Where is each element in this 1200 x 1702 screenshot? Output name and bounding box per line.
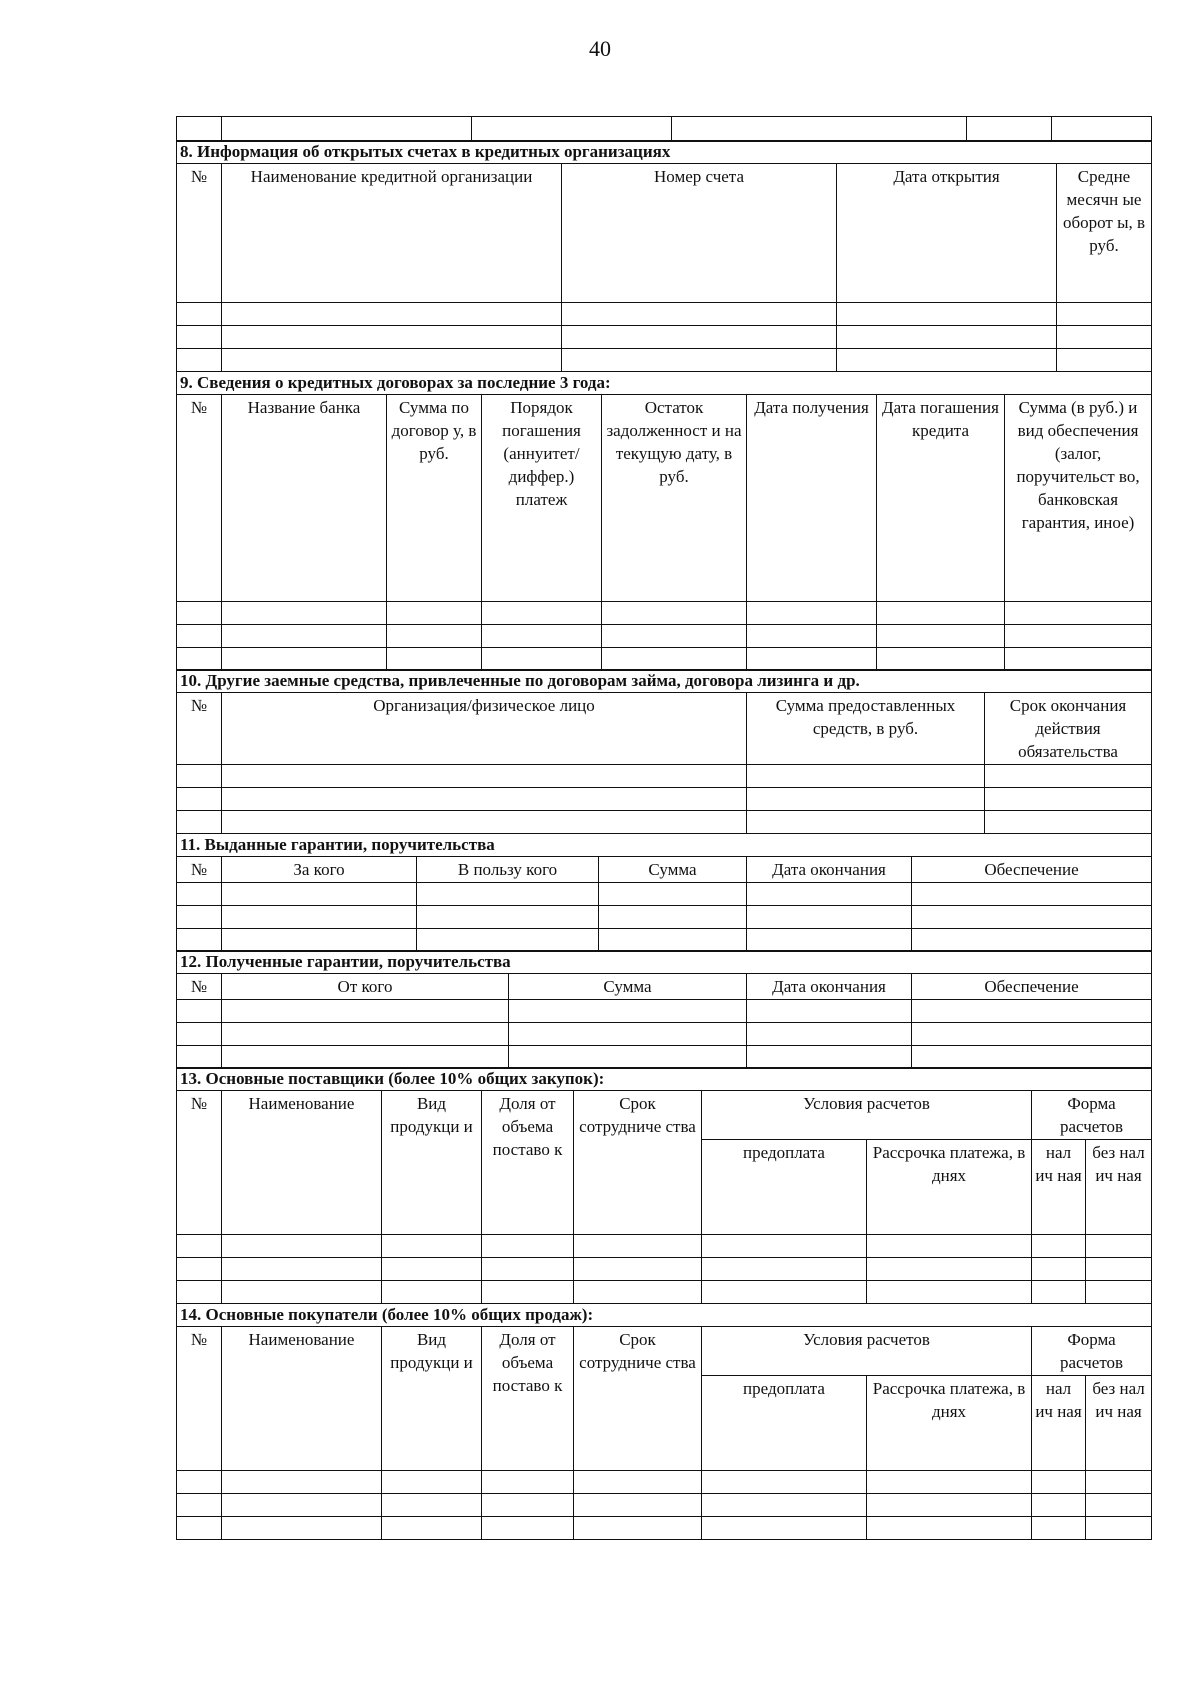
section-12-title: 12. Полученные гарантии, поручительства	[177, 951, 1152, 974]
section-14-header-top	[177, 1326, 1152, 1375]
col-share-header: Доля от объема поставо к	[482, 1091, 574, 1235]
section-11-header	[177, 856, 1152, 882]
col-cash-header: нал ич ная	[1032, 1140, 1086, 1235]
table-row	[177, 811, 1152, 834]
col-settlement-terms-header: Условия расчетов	[702, 1091, 1032, 1140]
table-row	[177, 601, 1152, 624]
col-share-header: Доля от объема поставо к	[482, 1326, 574, 1470]
table-row	[177, 647, 1152, 670]
col-number-header: №	[177, 974, 222, 1000]
col-received-date-header: Дата получения	[747, 394, 877, 601]
section-13-table	[176, 1067, 1152, 1304]
col-number-header: №	[177, 856, 222, 882]
table-row	[177, 1470, 1152, 1493]
table-row	[177, 1000, 1152, 1023]
col-sum-header: Сумма	[509, 974, 747, 1000]
section-8-title: 8. Информация об открытых счетах в кредитных организациях	[177, 141, 1152, 164]
col-term-header: Срок окончания действия обязательства	[985, 693, 1152, 765]
col-bank-header: Название банка	[222, 394, 387, 601]
table-row	[177, 349, 1152, 372]
section-11-title: 11. Выданные гарантии, поручительства	[177, 833, 1152, 856]
col-noncash-header: без нал ич ная	[1086, 1140, 1152, 1235]
section-12-table	[176, 950, 1152, 1069]
col-beneficiary-header: В пользу кого	[417, 856, 599, 882]
col-number-header: №	[177, 164, 222, 303]
col-sum-header: Сумма	[599, 856, 747, 882]
col-security-header: Сумма (в руб.) и вид обеспечения (залог, поручительст во, банковская гарантия, иное)	[1005, 394, 1152, 601]
table-row	[177, 882, 1152, 905]
col-security-header: Обеспечение	[912, 856, 1152, 882]
table-row	[177, 303, 1152, 326]
col-number-header: №	[177, 394, 222, 601]
table-row	[177, 326, 1152, 349]
table-row	[177, 1235, 1152, 1258]
col-repaid-date-header: Дата погашения кредита	[877, 394, 1005, 601]
col-open-date-header: Дата открытия	[837, 164, 1057, 303]
col-number-header: №	[177, 693, 222, 765]
col-repayment-order-header: Порядок погашения (аннуитет/ диффер.) платеж	[482, 394, 602, 601]
col-contract-sum-header: Сумма по договор у, в руб.	[387, 394, 482, 601]
col-product-type-header: Вид продукци и	[382, 1091, 482, 1235]
table-row	[177, 928, 1152, 951]
table-row	[177, 1516, 1152, 1539]
questionnaire-form	[176, 116, 1151, 1540]
table-row	[177, 905, 1152, 928]
col-balance-header: Остаток задолженност и на текущую дату, в руб.	[602, 394, 747, 601]
col-payment-form-header: Форма расчетов	[1032, 1326, 1152, 1375]
table-row	[177, 788, 1152, 811]
col-installment-header: Рассрочка платежа, в днях	[867, 1375, 1032, 1470]
col-security-header: Обеспечение	[912, 974, 1152, 1000]
section-9-title: 9. Сведения о кредитных договорах за последние 3 года:	[177, 371, 1152, 394]
top-fragment-table	[176, 116, 1152, 142]
section-11-table	[176, 833, 1152, 952]
col-settlement-terms-header: Условия расчетов	[702, 1326, 1032, 1375]
col-noncash-header: без нал ич ная	[1086, 1375, 1152, 1470]
col-number-header: №	[177, 1326, 222, 1470]
col-for-whom-header: За кого	[222, 856, 417, 882]
col-bank-name-header: Наименование кредитной организации	[222, 164, 562, 303]
table-row	[177, 624, 1152, 647]
col-number-header: №	[177, 1091, 222, 1235]
col-cash-header: нал ич ная	[1032, 1375, 1086, 1470]
section-12-header	[177, 974, 1152, 1000]
col-payment-form-header: Форма расчетов	[1032, 1091, 1152, 1140]
section-13-title: 13. Основные поставщики (более 10% общих закупок):	[177, 1068, 1152, 1091]
col-end-date-header: Дата окончания	[747, 856, 912, 882]
section-8-table	[176, 140, 1152, 372]
section-10-title: 10. Другие заемные средства, привлеченные по договорам займа, договора лизинга и др.	[177, 670, 1152, 693]
table-row	[177, 765, 1152, 788]
section-14-title: 14. Основные покупатели (более 10% общих продаж):	[177, 1303, 1152, 1326]
col-installment-header: Рассрочка платежа, в днях	[867, 1140, 1032, 1235]
col-prepayment-header: предоплата	[702, 1375, 867, 1470]
table-row	[177, 1493, 1152, 1516]
section-10-header	[177, 693, 1152, 765]
table-row	[177, 117, 1152, 142]
col-organization-header: Организация/физическое лицо	[222, 693, 747, 765]
section-9-table	[176, 371, 1152, 671]
col-account-header: Номер счета	[562, 164, 837, 303]
col-prepayment-header: предоплата	[702, 1140, 867, 1235]
section-8-header	[177, 164, 1152, 303]
section-14-table	[176, 1303, 1152, 1540]
table-row	[177, 1023, 1152, 1046]
table-row	[177, 1258, 1152, 1281]
col-name-header: Наименование	[222, 1091, 382, 1235]
table-row	[177, 1046, 1152, 1069]
section-13-header-top	[177, 1091, 1152, 1140]
col-cooperation-term-header: Срок сотрудниче ства	[574, 1326, 702, 1470]
col-from-whom-header: От кого	[222, 974, 509, 1000]
section-10-table	[176, 669, 1152, 834]
col-end-date-header: Дата окончания	[747, 974, 912, 1000]
page-number: 40	[589, 36, 611, 61]
col-product-type-header: Вид продукци и	[382, 1326, 482, 1470]
col-name-header: Наименование	[222, 1326, 382, 1470]
col-amount-header: Сумма предоставленных средств, в руб.	[747, 693, 985, 765]
col-turnover-header: Средне месячн ые оборот ы, в руб.	[1057, 164, 1152, 303]
col-cooperation-term-header: Срок сотрудниче ства	[574, 1091, 702, 1235]
section-9-header	[177, 394, 1152, 601]
table-row	[177, 1281, 1152, 1304]
